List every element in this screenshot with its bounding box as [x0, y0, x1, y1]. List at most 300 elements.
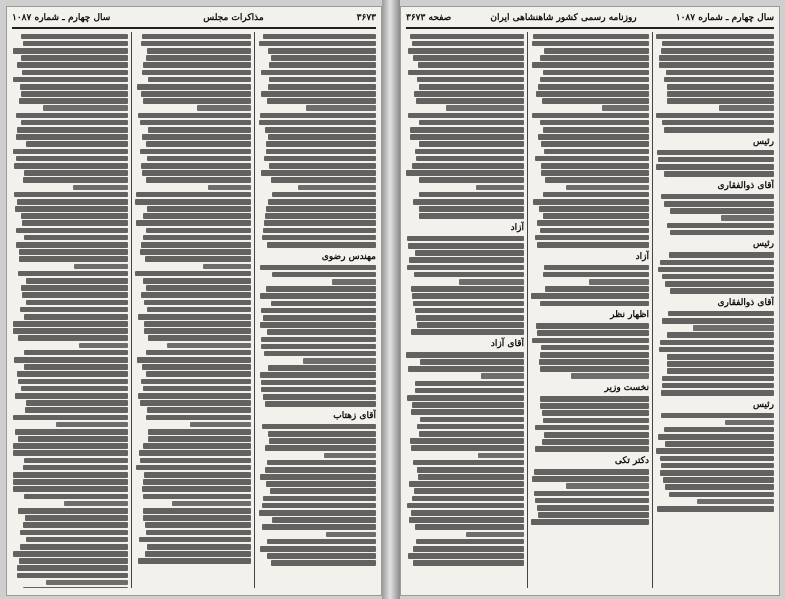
text-line — [540, 301, 649, 307]
left-header-rule — [12, 27, 376, 29]
text-line — [259, 120, 376, 126]
text-line — [21, 55, 128, 61]
text-line — [22, 220, 128, 226]
text-line — [141, 379, 251, 385]
right-journal-title: روزنامه رسمی کشور شاهنشاهی ایران — [490, 13, 637, 23]
left-column-rule-2 — [254, 32, 255, 588]
text-line — [21, 386, 128, 392]
text-line — [266, 141, 376, 147]
text-line — [26, 300, 128, 306]
text-line — [20, 544, 128, 550]
text-line — [417, 322, 524, 328]
speaker-subhead: آقای ذوالفقاری — [717, 297, 774, 308]
text-line — [147, 206, 251, 212]
text-line — [416, 315, 524, 321]
text-line — [146, 530, 251, 536]
text-line — [537, 505, 649, 511]
text-line — [545, 286, 649, 292]
text-line — [537, 330, 649, 336]
text-line — [272, 517, 376, 523]
text-line — [15, 393, 128, 399]
text-line — [535, 498, 649, 504]
text-line — [260, 474, 376, 480]
text-line — [136, 192, 251, 198]
text-line — [543, 192, 650, 198]
right-page-number: صفحه ۳۶۷۳ — [406, 13, 452, 23]
text-line — [417, 77, 524, 83]
speaker-subhead: رئیس — [752, 239, 774, 250]
text-line — [659, 62, 774, 68]
text-line — [270, 488, 376, 494]
text-line — [267, 553, 376, 559]
text-line — [409, 481, 524, 487]
left-column-2 — [135, 32, 251, 588]
text-line — [670, 208, 774, 214]
text-line — [535, 446, 649, 452]
text-line — [406, 170, 524, 176]
speaker-subhead: رئیس — [752, 136, 774, 147]
text-line — [417, 467, 524, 473]
text-line — [670, 230, 774, 236]
text-line — [24, 494, 128, 500]
text-line — [419, 206, 524, 212]
text-line — [415, 524, 524, 530]
text-line — [268, 84, 376, 90]
left-column-rule-1 — [131, 32, 132, 588]
text-line — [139, 450, 251, 456]
text-line — [661, 463, 774, 469]
text-line — [143, 508, 251, 514]
right-header-rule — [406, 27, 774, 29]
text-line — [13, 551, 128, 557]
text-line — [537, 242, 649, 248]
text-line — [542, 439, 649, 445]
text-line — [665, 281, 774, 287]
text-line — [666, 70, 774, 76]
text-line — [662, 376, 774, 382]
text-line — [408, 243, 524, 249]
text-line — [26, 141, 128, 147]
text-line — [146, 371, 251, 377]
text-line — [15, 429, 128, 435]
text-line — [263, 228, 376, 234]
text-line — [21, 285, 128, 291]
text-line — [17, 573, 128, 579]
text-line — [21, 120, 128, 126]
text-line — [20, 307, 128, 313]
text-line — [261, 380, 376, 386]
text-line — [667, 98, 774, 104]
text-line — [663, 477, 774, 483]
text-line — [19, 256, 128, 262]
text-line — [18, 436, 128, 442]
text-line — [545, 177, 649, 183]
text-line — [667, 332, 774, 338]
text-line — [142, 134, 251, 140]
text-line — [261, 170, 376, 176]
text-line — [16, 242, 128, 248]
text-line — [262, 524, 376, 530]
text-line — [414, 272, 524, 278]
text-line — [533, 34, 649, 40]
text-line — [408, 113, 524, 119]
text-line — [262, 503, 376, 509]
text-line — [332, 279, 376, 285]
text-line — [661, 390, 774, 396]
text-line — [412, 41, 524, 47]
text-line — [268, 365, 376, 371]
text-line — [566, 185, 649, 191]
text-line — [665, 484, 774, 490]
text-line — [142, 34, 251, 40]
text-line — [410, 127, 524, 133]
text-line — [265, 467, 376, 473]
text-line — [24, 170, 128, 176]
text-line — [148, 77, 251, 83]
text-line — [413, 460, 524, 466]
text-line — [261, 337, 376, 343]
text-line — [544, 265, 649, 271]
text-line — [659, 347, 774, 353]
text-line — [73, 185, 128, 191]
text-line — [267, 98, 376, 104]
text-line — [411, 329, 524, 335]
text-line — [18, 335, 128, 341]
text-line — [260, 113, 376, 119]
text-line — [660, 470, 774, 476]
speaker-subhead: مهندس رضوی — [321, 251, 376, 262]
left-column-3 — [258, 32, 376, 588]
text-line — [23, 587, 128, 588]
text-line — [413, 560, 524, 566]
text-line — [14, 192, 128, 198]
text-line — [143, 62, 251, 68]
text-line — [19, 98, 128, 104]
text-line — [408, 48, 524, 54]
text-line — [326, 532, 376, 538]
text-line — [43, 105, 128, 111]
left-page-header — [12, 10, 376, 26]
text-line — [571, 373, 650, 379]
text-line — [662, 318, 774, 324]
text-line — [419, 213, 524, 219]
text-line — [264, 156, 376, 162]
speaker-subhead: اظهار نظر — [610, 310, 649, 321]
text-line — [272, 272, 376, 278]
text-line — [17, 62, 128, 68]
speaker-subhead: آقای ذوالفقاری — [717, 180, 774, 191]
text-line — [658, 434, 774, 440]
text-line — [260, 293, 376, 299]
text-line — [14, 163, 128, 169]
text-line — [534, 469, 649, 475]
text-line — [26, 278, 128, 284]
text-line — [145, 522, 251, 528]
text-line — [416, 539, 524, 545]
text-line — [656, 164, 774, 170]
text-line — [298, 185, 376, 191]
text-line — [21, 34, 128, 40]
text-line — [147, 48, 251, 54]
text-line — [541, 345, 649, 351]
text-line — [667, 361, 774, 367]
text-line — [16, 156, 128, 162]
text-line — [136, 220, 251, 226]
text-line — [263, 315, 376, 321]
text-line — [136, 465, 251, 471]
text-line — [24, 458, 128, 464]
text-line — [142, 70, 251, 76]
text-line — [146, 141, 251, 147]
text-line — [272, 192, 376, 198]
text-line — [531, 293, 649, 299]
text-line — [410, 34, 524, 40]
text-line — [410, 438, 524, 444]
text-line — [415, 381, 524, 387]
text-line — [446, 105, 524, 111]
text-line — [543, 127, 649, 133]
text-line — [23, 522, 128, 528]
text-line — [415, 149, 524, 155]
text-line — [143, 235, 251, 241]
text-line — [669, 492, 774, 498]
right-column-1 — [406, 32, 524, 588]
text-line — [657, 150, 774, 156]
text-line — [268, 431, 376, 437]
text-line — [407, 395, 524, 401]
text-line — [266, 481, 376, 487]
text-line — [415, 250, 524, 256]
text-line — [17, 371, 128, 377]
text-line — [532, 476, 649, 482]
text-line — [16, 113, 128, 119]
text-line — [263, 394, 376, 400]
text-line — [261, 70, 376, 76]
text-line — [419, 192, 524, 198]
text-line — [203, 264, 252, 270]
text-line — [542, 410, 649, 416]
text-line — [541, 170, 649, 176]
text-line — [661, 194, 774, 200]
text-line — [544, 432, 649, 438]
text-line — [13, 472, 128, 478]
text-line — [670, 288, 774, 294]
text-line — [144, 328, 251, 334]
text-line — [540, 77, 649, 83]
text-line — [661, 413, 774, 419]
text-line — [260, 265, 376, 271]
text-line — [140, 149, 251, 155]
text-line — [544, 48, 649, 54]
text-line — [266, 149, 376, 155]
text-line — [566, 483, 649, 489]
text-line — [667, 354, 774, 360]
text-line — [267, 329, 376, 335]
text-line — [260, 546, 376, 552]
text-line — [725, 420, 774, 426]
text-line — [24, 314, 128, 320]
text-line — [535, 425, 649, 431]
text-line — [15, 206, 128, 212]
text-line — [412, 293, 524, 299]
text-line — [268, 134, 376, 140]
text-line — [135, 271, 251, 277]
text-line — [481, 373, 524, 379]
text-line — [25, 515, 128, 521]
book-gutter — [382, 0, 400, 599]
speaker-subhead: دکتر تکی — [614, 455, 649, 466]
text-line — [141, 163, 251, 169]
text-line — [411, 409, 524, 415]
text-line — [540, 352, 649, 358]
text-line — [263, 34, 376, 40]
text-line — [143, 494, 251, 500]
text-line — [656, 113, 774, 119]
text-line — [268, 199, 376, 205]
text-line — [543, 70, 649, 76]
text-line — [140, 458, 251, 464]
text-line — [411, 286, 524, 292]
text-line — [25, 407, 128, 413]
text-line — [303, 358, 376, 364]
text-line — [459, 279, 524, 285]
text-line — [21, 91, 128, 97]
text-line — [143, 278, 251, 284]
text-line — [146, 415, 251, 421]
text-line — [172, 501, 252, 507]
text-line — [664, 201, 774, 207]
text-line — [19, 558, 128, 564]
text-line — [271, 560, 376, 566]
text-line — [541, 163, 649, 169]
text-line — [413, 301, 524, 307]
text-line — [265, 127, 376, 133]
text-line — [259, 510, 376, 516]
text-line — [141, 242, 251, 248]
text-line — [17, 127, 128, 133]
text-line — [139, 537, 251, 543]
text-line — [24, 235, 128, 241]
text-line — [478, 453, 524, 459]
left-issue-info: سال چهارم ـ شماره ۱۰۸۷ — [12, 13, 111, 23]
text-line — [540, 396, 650, 402]
text-line — [407, 503, 524, 509]
text-line — [23, 41, 128, 47]
text-line — [14, 357, 128, 363]
text-line — [147, 156, 251, 162]
text-line — [415, 308, 524, 314]
text-line — [265, 213, 376, 219]
text-line — [669, 252, 774, 258]
text-line — [306, 105, 377, 111]
text-line — [261, 91, 376, 97]
text-line — [408, 366, 524, 372]
text-line — [142, 364, 251, 370]
text-line — [538, 512, 649, 518]
text-line — [143, 98, 251, 104]
text-line — [13, 450, 128, 456]
text-line — [667, 91, 774, 97]
text-line — [24, 350, 128, 356]
text-line — [269, 62, 376, 68]
text-line — [147, 407, 251, 413]
text-line — [412, 496, 524, 502]
text-line — [540, 403, 649, 409]
text-line — [197, 105, 251, 111]
text-line — [18, 508, 128, 514]
text-line — [667, 84, 774, 90]
left-page-number: ۳۶۷۳ — [356, 13, 376, 23]
text-line — [167, 343, 251, 349]
speaker-subhead: آزاد — [635, 251, 649, 262]
text-line — [414, 488, 524, 494]
text-line — [719, 105, 774, 111]
text-line — [536, 91, 649, 97]
text-line — [406, 352, 524, 358]
text-line — [660, 340, 774, 346]
text-line — [137, 84, 251, 90]
text-line — [533, 199, 649, 205]
text-line — [543, 213, 649, 219]
right-column-3 — [656, 32, 774, 588]
text-line — [267, 539, 376, 545]
text-line — [137, 357, 251, 363]
text-line — [23, 465, 128, 471]
left-column-1 — [12, 32, 128, 588]
text-line — [144, 300, 251, 306]
text-line — [693, 325, 774, 331]
text-line — [143, 386, 251, 392]
text-line — [141, 91, 251, 97]
text-line — [419, 431, 524, 437]
text-line — [74, 264, 128, 270]
text-line — [148, 429, 251, 435]
right-page — [400, 6, 780, 596]
text-line — [532, 62, 649, 68]
text-line — [56, 422, 128, 428]
text-line — [22, 70, 128, 76]
text-line — [13, 415, 128, 421]
text-line — [144, 321, 251, 327]
text-line — [407, 265, 524, 271]
text-line — [531, 519, 649, 525]
text-line — [13, 443, 128, 449]
text-line — [266, 286, 376, 292]
text-line — [412, 402, 524, 408]
text-line — [417, 424, 524, 430]
text-line — [413, 199, 524, 205]
text-line — [259, 41, 376, 47]
text-line — [408, 553, 524, 559]
text-line — [538, 134, 649, 140]
text-line — [271, 55, 376, 61]
text-line — [419, 177, 524, 183]
text-line — [264, 351, 376, 357]
text-line — [269, 163, 376, 169]
text-line — [466, 532, 524, 538]
speaker-subhead: رئیس — [752, 399, 774, 410]
text-line — [148, 436, 251, 442]
text-line — [140, 249, 251, 255]
text-line — [146, 228, 251, 234]
text-line — [664, 77, 774, 83]
text-line — [265, 401, 376, 407]
text-line — [535, 156, 649, 162]
text-line — [143, 213, 251, 219]
text-line — [664, 171, 774, 177]
text-line — [660, 260, 774, 266]
text-line — [16, 228, 128, 234]
